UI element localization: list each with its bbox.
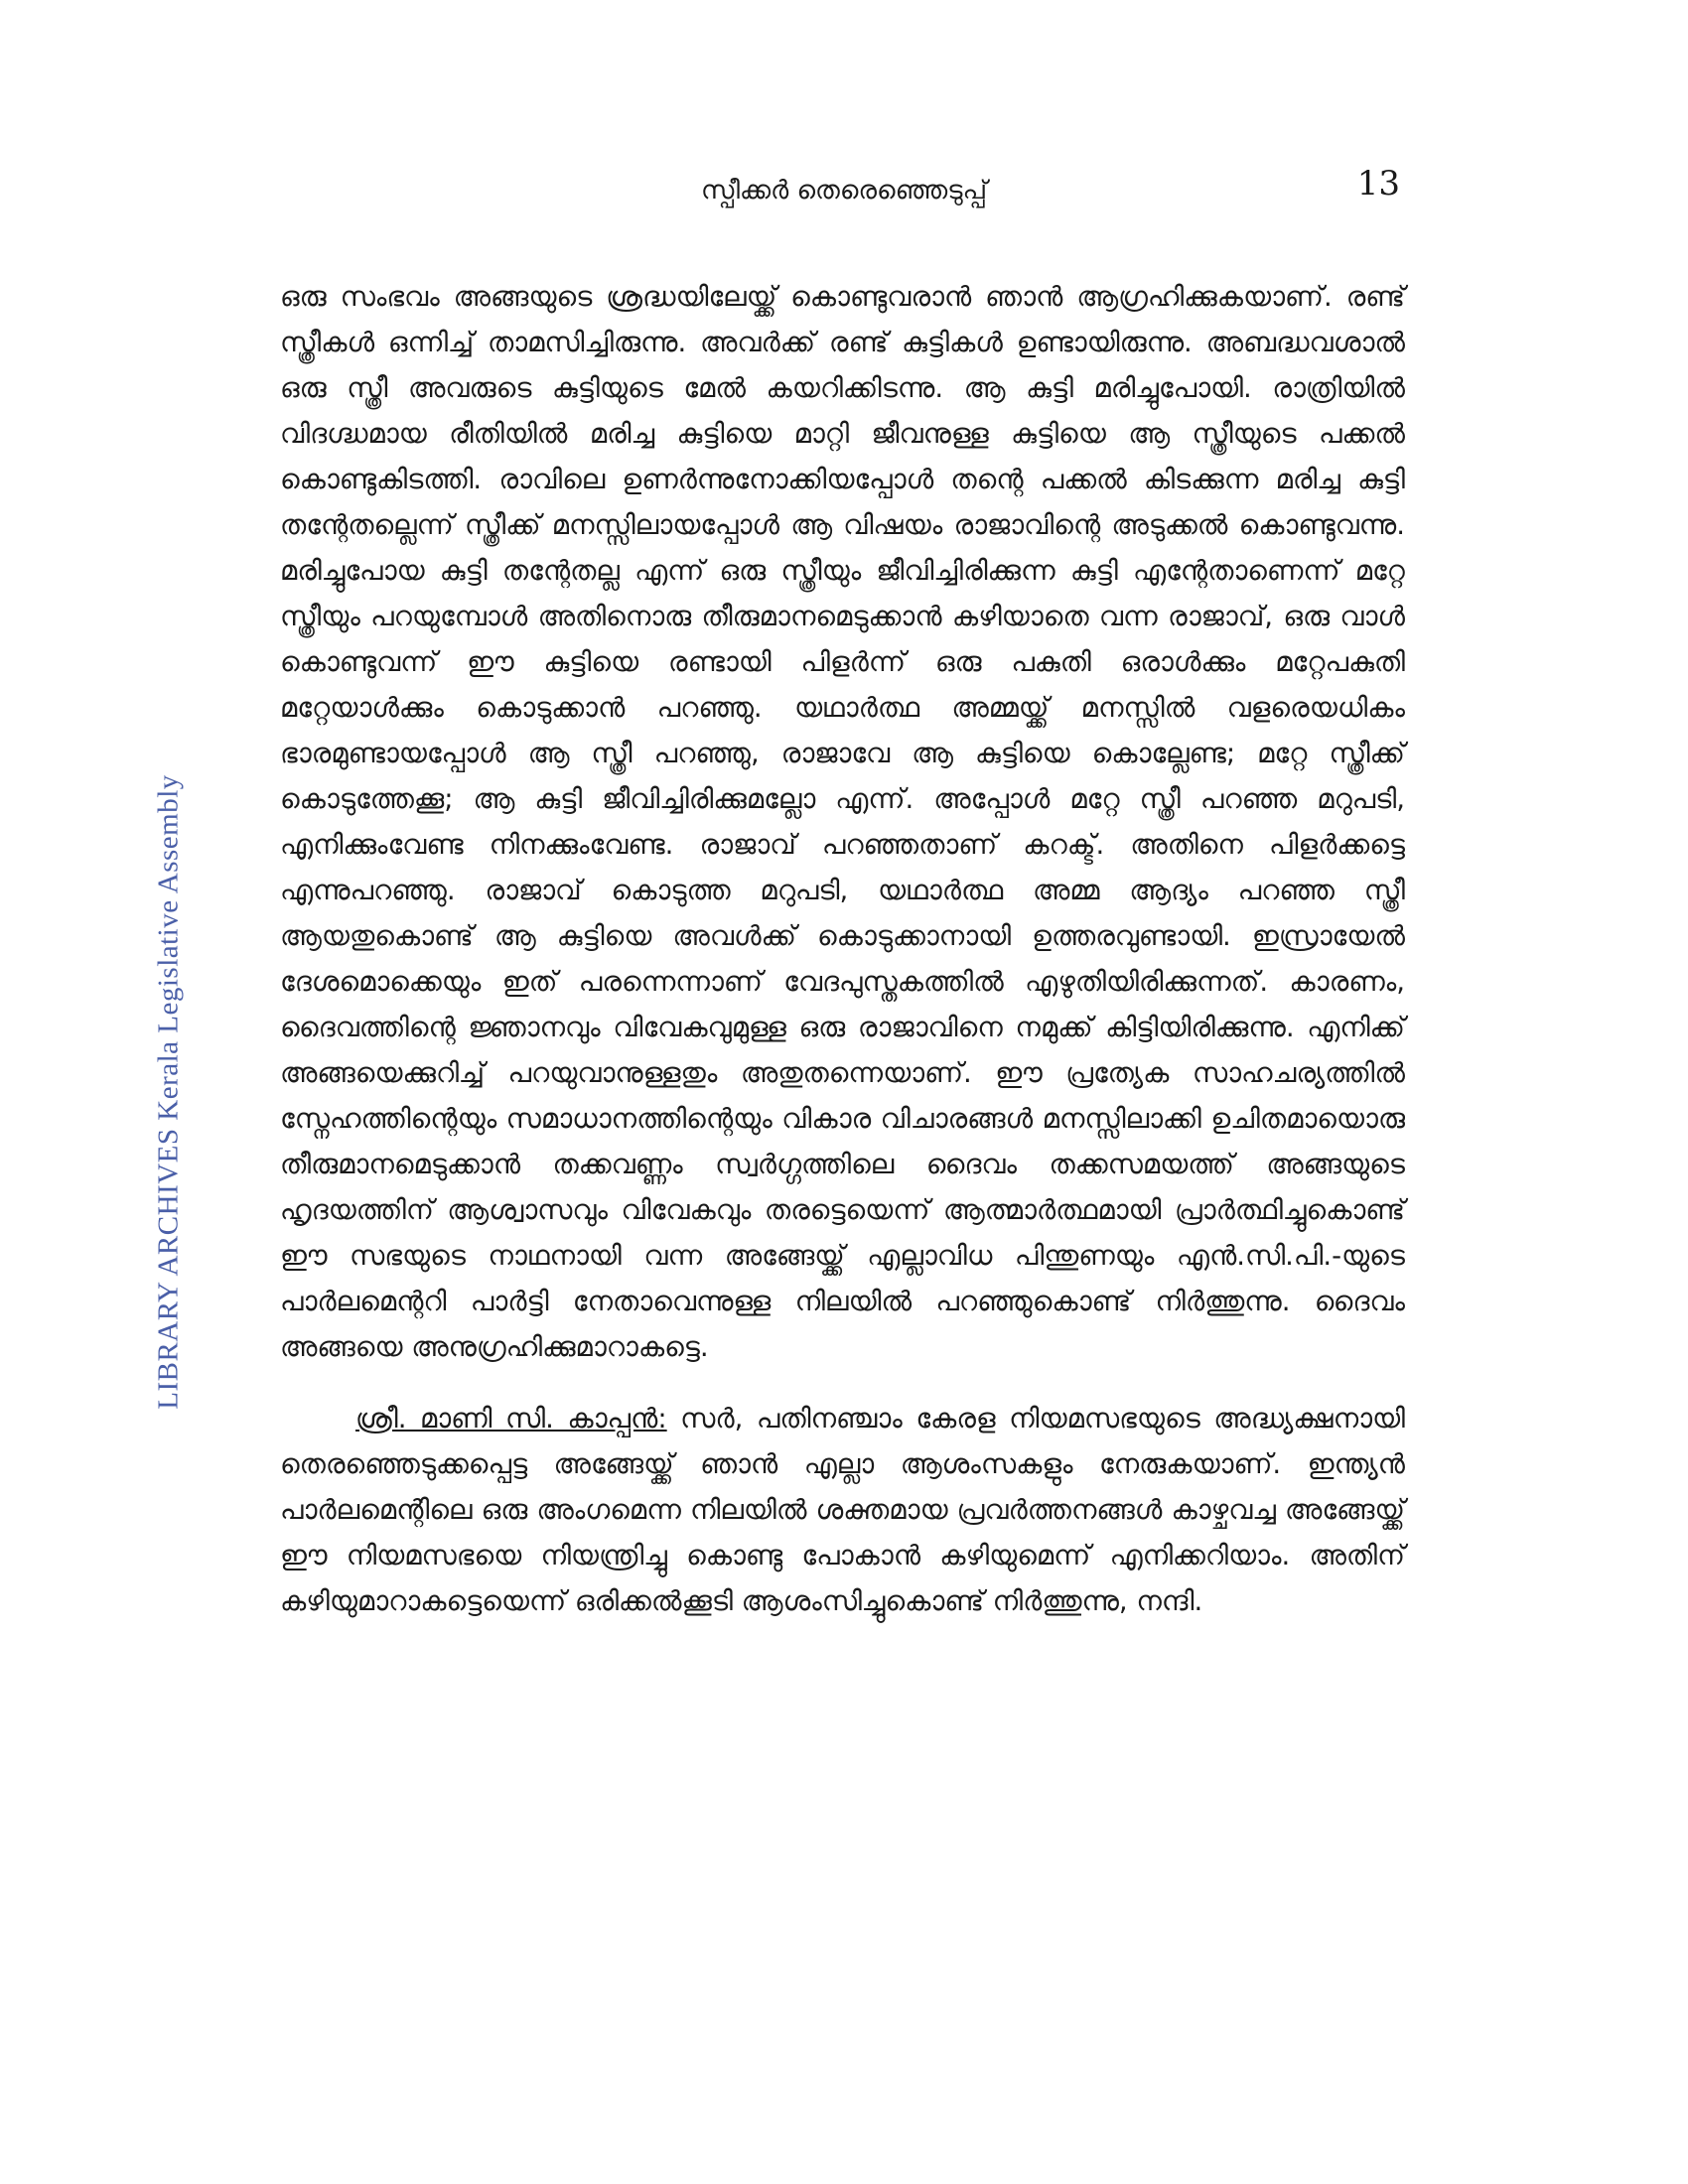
page-header-title: സ്പീക്കർ തെരെഞ്ഞെടുപ്പ് [700,176,988,205]
watermark-text: LIBRARY ARCHIVES Kerala Legislative Assembly [152,774,185,1410]
paragraph-solomon-story: ഒരു സംഭവം അങ്ങയുടെ ശ്രദ്ധയിലേയ്ക്ക് കൊണ്ടുവരാൻ ഞാൻ ആഗ്രഹിക്കുകയാണ്. രണ്ട് സ്ത്രീകൾ ഒന്നിച്ച് താമസിച്ചിരുന്നു. അവർക്ക് രണ്ട് കുട്ടികൾ ഉണ്ടായിരുന്നു. അബദ്ധവശാൽ ഒരു സ്ത്രീ അവരുടെ കുട്ടിയുടെ മേൽ കയറിക്കിടന്നു. ആ കുട്ടി മരിച്ചുപോയി. രാത്രിയിൽ വിദഗ്ദ്ധമായ രീതിയിൽ മരിച്ച കുട്ടിയെ മാറ്റി ജീവനുള്ള കുട്ടിയെ ആ സ്ത്രീയുടെ പക്കൽ കൊണ്ടുകിടത്തി. രാവിലെ ഉണർന്നുനോക്കിയപ്പോൾ തന്റെ പക്കൽ കിടക്കുന്ന മരിച്ച കുട്ടി തന്റേതല്ലെന്ന് സ്ത്രീക്ക് മനസ്സിലായപ്പോൾ ആ വിഷയം രാജാവിന്റെ അടുക്കൽ കൊണ്ടുവന്നു. മരിച്ചുപോയ കുട്ടി തന്റേതല്ല എന്ന് ഒരു സ്ത്രീയും ജീവിച്ചിരിക്കുന്ന കുട്ടി എന്റേതാണെന്ന് മറ്റേ സ്ത്രീയും പറയുമ്പോൾ അതിനൊരു തീരുമാനമെടുക്കാൻ കഴിയാതെ വന്ന രാജാവ്, ഒരു വാൾ കൊണ്ടുവന്ന് ഈ കുട്ടിയെ രണ്ടായി പിളർന്ന് ഒരു പകുതി ഒരാൾക്കും മറ്റേപകുതി മറ്റേയാൾക്കും കൊടുക്കാൻ പറഞ്ഞു. യഥാർത്ഥ അമ്മയ്ക്ക് മനസ്സിൽ വളരെയധികം ഭാരമുണ്ടായപ്പോൾ ആ സ്ത്രീ പറഞ്ഞു, രാജാവേ ആ കുട്ടിയെ കൊല്ലേണ്ട; മറ്റേ സ്ത്രീക്ക് കൊടുത്തേക്കൂ; ആ കുട്ടി ജീവിച്ചിരിക്കുമല്ലോ എന്ന്. അപ്പോൾ മറ്റേ സ്ത്രീ പറഞ്ഞ മറുപടി, എനിക്കുംവേണ്ട നിനക്കുംവേണ്ട. രാജാവ് പറഞ്ഞതാണ് കറക്ട്. അതിനെ പിളർക്കട്ടെ എന്നുപറഞ്ഞു. രാജാവ് കൊടുത്ത മറുപടി, യഥാർത്ഥ അമ്മ ആദ്യം പറഞ്ഞ സ്ത്രീ ആയതുകൊണ്ട് ആ കുട്ടിയെ അവൾക്ക് കൊടുക്കാനായി ഉത്തരവുണ്ടായി. ഇസ്രായേൽ ദേശമൊക്കെയും ഇത് പരന്നെന്നാണ് വേദപുസ്തകത്തിൽ എഴുതിയിരിക്കുന്നത്. കാരണം, ദൈവത്തിന്റെ ജ്ഞാനവും വിവേകവുമുള്ള ഒരു രാജാവിനെ നമുക്ക് കിട്ടിയിരിക്കുന്നു. എനിക്ക് അങ്ങയെക്കുറിച്ച് പറയുവാനുള്ളതും അതുതന്നെയാണ്. ഈ പ്രത്യേക സാഹചര്യത്തിൽ സ്നേഹത്തിന്റെയും സമാധാനത്തിന്റെയും വികാര വിചാരങ്ങൾ മനസ്സിലാക്കി ഉചിതമായൊരു തീരുമാനമെടുക്കാൻ തക്കവണ്ണം സ്വർഗ്ഗത്തിലെ ദൈവം തക്കസമയത്ത് അങ്ങയുടെ ഹൃദയത്തിന് ആശ്വാസവും വിവേകവും തരട്ടെയെന്ന് ആത്മാർത്ഥമായി പ്രാർത്ഥിച്ചുകൊണ്ട് ഈ സഭയുടെ നാഥനായി വന്ന അങ്ങേയ്ക്ക് എല്ലാവിധ പിന്തുണയും എൻ.സി.പി.-യുടെ പാർലമെന്ററി പാർട്ടി നേതാവെന്നുള്ള നിലയിൽ പറഞ്ഞുകൊണ്ട് നിർത്തുന്നു. ദൈവം അങ്ങയെ അനുഗ്രഹിക്കുമാറാകട്ടെ. [280,281,1405,1363]
speaker-name: ശ്രീ. മാണി സി. കാപ്പൻ: [355,1403,667,1434]
page-number: 13 [1356,164,1400,204]
document-body [280,274,1405,1624]
paragraph-mani-c-kappan [280,1396,1405,1624]
speech-text: സർ, പതിനഞ്ചാം കേരള നിയമസഭയുടെ അദ്ധ്യക്ഷനായി തെരഞ്ഞെടുക്കപ്പെട്ട അങ്ങേയ്ക്ക് ഞാൻ എല്ലാ ആശംസകളും നേരുകയാണ്. ഇന്ത്യൻ പാർലമെന്റിലെ ഒരു അംഗമെന്ന നിലയിൽ ശക്തമായ പ്രവർത്തനങ്ങൾ കാഴ്ചവച്ച അങ്ങേയ്ക്ക് ഈ നിയമസഭയെ നിയന്ത്രിച്ചു കൊണ്ടു പോകാൻ കഴിയുമെന്ന് എനിക്കറിയാം. അതിന് കഴിയുമാറാകട്ടെയെന്ന് ഒരിക്കൽക്കൂടി ആശംസിച്ചുകൊണ്ട് നിർത്തുന്നു, നന്ദി. [280,1403,1405,1617]
paragraph-spacer [280,1370,1405,1396]
